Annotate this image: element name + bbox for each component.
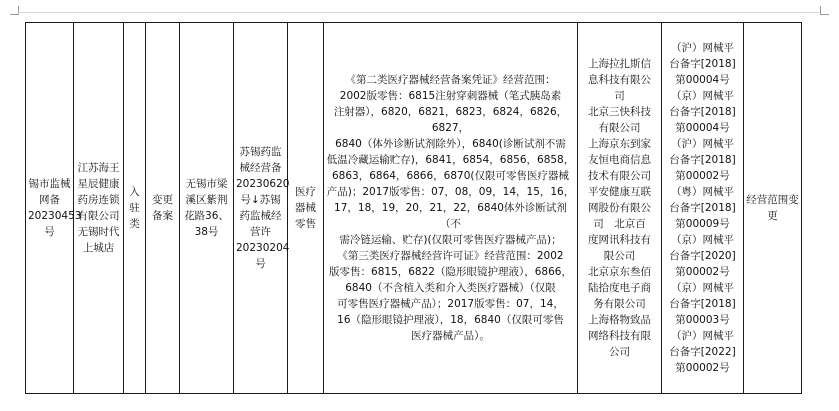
platform-line: 司 北京百: [593, 218, 646, 230]
platform-line: 有限公司: [598, 122, 641, 134]
scope-line: 医疗器械产品）。: [411, 330, 490, 342]
platform-line: 网络科技有限: [588, 330, 651, 342]
platform-line: 北京京东叁佰: [588, 266, 651, 278]
platform-line: 北京三快科技: [588, 106, 651, 118]
scope-line: 版零售：6815，6822（隐形眼镜护理液），6866，: [329, 266, 572, 278]
record-line: 台备字[2018]: [669, 154, 736, 166]
record-line: 第00009号: [675, 218, 730, 230]
table-row: [26, 23, 802, 394]
license-numbers: 苏锡药监械经营备20230620号↓苏锡药监械经营许20230204号: [236, 146, 290, 270]
platform-line: 上海格物致品: [588, 314, 651, 326]
platform-line: 技术有限公司: [588, 170, 651, 182]
record-line: （沪）网械平: [671, 138, 734, 150]
remark-cell: [744, 23, 802, 394]
scope-line: 产品)；2017版零售：07，08，09，14，15，16，: [326, 186, 575, 198]
business-mode-cell: [288, 23, 324, 394]
record-line: 台备字[2018]: [669, 58, 736, 70]
record-line: （京）网械平: [671, 282, 734, 294]
address-cell: [180, 23, 234, 394]
page-top-rule: [18, 12, 819, 13]
registration-table: [25, 22, 802, 394]
record-line: （粤）网械平: [671, 186, 734, 198]
business-scope: [326, 72, 575, 344]
platform-line: 上海京东到家: [588, 138, 651, 150]
scope-line: 2002版零售：6815注射穿刺器械（笔式胰岛素: [339, 90, 562, 102]
record-line: （京）网械平: [671, 90, 734, 102]
record-list: [664, 40, 741, 376]
reg-no: 锡市监械网备20230453号: [28, 178, 82, 238]
record-line: 台备字[2022]: [669, 346, 736, 358]
page-corner-mark-left: [10, 6, 19, 15]
record-line: （沪）网械平: [671, 330, 734, 342]
business-mode: 医疗器械零售: [295, 186, 316, 230]
license-cell: [234, 23, 288, 394]
company-name: 江苏海王星辰健康药房连锁有限公司无锡时代上城店: [77, 162, 120, 254]
record-line: （沪）网械平: [671, 42, 734, 54]
platform-line: 司: [614, 90, 625, 102]
platform-line: 平安健康互联: [588, 186, 651, 198]
type-cell: [124, 23, 146, 394]
change-type: 变更备案: [152, 194, 173, 222]
platform-line: 限公司: [603, 250, 636, 262]
scope-line: 16（隐形眼镜护理液），18，6840（仅限可零售: [337, 314, 564, 326]
remark: 经营范围变更: [746, 194, 799, 222]
business-scope-cell: [324, 23, 578, 394]
scope-line: 17，18，19，20，21，22，6840体外诊断试剂（不: [334, 202, 567, 230]
scope-line: 注射器），6820，6821，6823，6824，6826，6827，: [333, 106, 568, 134]
scope-line: 可零售医疗器械产品）；2017版零售：07，14，: [337, 298, 564, 310]
entry-type: 入驻类: [129, 186, 140, 230]
platform-line: 上海拉扎斯信: [588, 58, 651, 70]
scope-line: 6840（体外诊断试剂除外），6840(诊断试剂不需: [335, 138, 566, 150]
record-line: 台备字[2020]: [669, 250, 736, 262]
page-corner-mark-right: [820, 6, 829, 15]
record-line: （京）网械平: [671, 234, 734, 246]
record-line: 第00004号: [675, 122, 730, 134]
record-line: 台备字[2018]: [669, 298, 736, 310]
change-cell: [146, 23, 180, 394]
platform-line: 度网讯科技有: [588, 234, 651, 246]
record-line: 台备字[2018]: [669, 202, 736, 214]
scope-line: 《第二类医疗器械经营备案凭证》经营范围：: [345, 74, 556, 86]
platform-line: 务有限公司: [593, 298, 646, 310]
company-cell: [74, 23, 124, 394]
scope-line: 6840（不含植入类和介入类医疗器械）（仅限: [345, 282, 556, 294]
scope-line: 6863，6864，6866，6870(仅限可零售医疗器械: [332, 170, 569, 182]
record-line: 第00002号: [675, 170, 730, 182]
record-cell: [662, 23, 744, 394]
platform-line: 友恒电商信息: [588, 154, 651, 166]
platform-cell: [578, 23, 662, 394]
scope-line: 《第三类医疗器械经营许可证》经营范围：2002: [337, 250, 564, 262]
platform-line: 公司: [609, 346, 630, 358]
record-line: 第00002号: [675, 266, 730, 278]
scope-line: 需冷链运输、贮存)(仅限可零售医疗器械产品)；: [339, 234, 562, 246]
record-line: 第00003号: [675, 314, 730, 326]
platform-line: 网股份有限公: [588, 202, 651, 214]
platform-line: 陆拾度电子商: [588, 282, 651, 294]
reg-no-cell: [26, 23, 82, 394]
platform-line: 息科技有限公: [588, 74, 651, 86]
record-line: 第00004号: [675, 74, 730, 86]
platform-list: [580, 56, 659, 360]
store-address: 无锡市梁溪区紫荆花路36、38号: [184, 178, 229, 238]
record-line: 台备字[2018]: [669, 106, 736, 118]
scope-line: 低温冷藏运输贮存)，6841，6854，6856，6858，: [326, 154, 575, 166]
record-line: 第00002号: [675, 362, 730, 374]
